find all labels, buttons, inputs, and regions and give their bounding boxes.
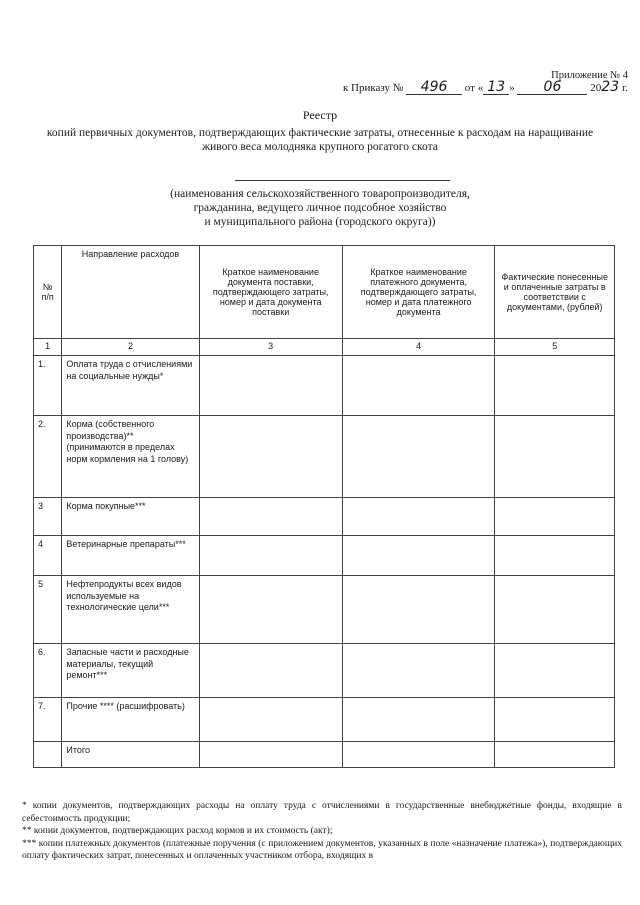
table-row	[34, 498, 615, 536]
order-prefix: к Приказу №	[342, 82, 404, 94]
producer-line-1: (наименования сельскохозяйственного товаропроизводителя,	[170, 188, 470, 200]
document-subtitle: копий первичных документов, подтверждающих фактические затраты, отнесенные к расходам на наращивание живого веса молодняка крупного рогатого скота	[46, 127, 594, 153]
cost-cell	[495, 742, 615, 768]
header-payment-doc: Краткое наименование платежного документа, подтверждающего затраты, номер и дата платежного документа	[342, 246, 495, 339]
order-number: 496	[406, 80, 462, 95]
producer-name-line	[235, 180, 450, 181]
date-close: »	[509, 82, 515, 94]
table-row	[34, 416, 615, 498]
row-number: 6.	[34, 644, 62, 698]
table-header-row	[34, 246, 615, 339]
delivery-doc-cell	[199, 536, 342, 576]
payment-doc-cell	[342, 576, 495, 644]
footnotes	[22, 800, 622, 863]
table-row-total	[34, 742, 615, 768]
row-number: 4	[34, 536, 62, 576]
year-end: г.	[621, 82, 628, 94]
producer-line-2: гражданина, ведущего личное подсобное хозяйство	[193, 202, 447, 214]
header-delivery-doc: Краткое наименование документа поставки, подтверждающего затраты, номер и дата документа поставки	[199, 246, 342, 339]
cost-cell	[495, 644, 615, 698]
appendix-label: Приложение № 4	[551, 70, 628, 81]
document-title: Реестр	[302, 108, 338, 122]
table-row	[34, 576, 615, 644]
table-row	[34, 356, 615, 416]
row-label: Оплата труда с отчислениями на социальные нужды*	[62, 356, 199, 416]
delivery-doc-cell	[199, 498, 342, 536]
column-number: 3	[199, 339, 342, 356]
table-row	[34, 536, 615, 576]
year-prefix: 20	[590, 82, 602, 94]
delivery-doc-cell	[199, 416, 342, 498]
header-direction: Направление расходов	[62, 246, 199, 339]
column-number: 1	[34, 339, 62, 356]
order-year: 23	[601, 79, 620, 95]
payment-doc-cell	[342, 698, 495, 742]
date-from: от «	[464, 82, 484, 94]
row-number	[34, 742, 62, 768]
row-label: Нефтепродукты всех видов используемые на технологические цели***	[62, 576, 199, 644]
row-label: Ветеринарные препараты***	[62, 536, 199, 576]
expense-register-table	[33, 245, 615, 768]
footnote-1: * копии документов, подтверждающих расходы на оплату труда с отчислениями в государственные внебюджетные фонды, входящие в себестоимость продукции;	[22, 801, 622, 824]
row-number: 5	[34, 576, 62, 644]
payment-doc-cell	[342, 536, 495, 576]
row-number: 1.	[34, 356, 62, 416]
payment-doc-cell	[342, 644, 495, 698]
cost-cell	[495, 576, 615, 644]
payment-doc-cell	[342, 742, 495, 768]
row-number: 2.	[34, 416, 62, 498]
delivery-doc-cell	[199, 356, 342, 416]
delivery-doc-cell	[199, 742, 342, 768]
delivery-doc-cell	[199, 576, 342, 644]
table-row	[34, 644, 615, 698]
column-number: 4	[342, 339, 495, 356]
column-number: 5	[495, 339, 615, 356]
order-day: 13	[483, 80, 509, 95]
footnote-2: ** копии документов, подтверждающих расход кормов и их стоимость (акт);	[22, 826, 333, 836]
footnote-3: *** копии платежных документов (платежные поручения (с приложением документов, указанных в поле «назначение платежа»), подтверждающих оплату фактических затрат, понесенных и оплаченных участником отбора, входящих в	[22, 838, 622, 861]
delivery-doc-cell	[199, 698, 342, 742]
cost-cell	[495, 498, 615, 536]
delivery-doc-cell	[199, 644, 342, 698]
row-label: Прочие **** (расшифровать)	[62, 698, 199, 742]
row-label: Запасные части и расходные материалы, текущий ремонт***	[62, 644, 199, 698]
producer-caption	[100, 187, 540, 229]
row-label: Корма (собственного производства)** (принимаются в пределах норм кормления на 1 голову)	[62, 416, 199, 498]
cost-cell	[495, 536, 615, 576]
row-label: Итого	[62, 742, 199, 768]
cost-cell	[495, 356, 615, 416]
row-number: 7.	[34, 698, 62, 742]
cost-cell	[495, 698, 615, 742]
table-row	[34, 698, 615, 742]
row-number: 3	[34, 498, 62, 536]
column-number: 2	[62, 339, 199, 356]
header-number: № п/п	[34, 246, 62, 339]
column-number-row	[34, 339, 615, 356]
order-reference	[343, 80, 628, 95]
payment-doc-cell	[342, 416, 495, 498]
row-label: Корма покупные***	[62, 498, 199, 536]
order-month: 06	[517, 80, 587, 95]
cost-cell	[495, 416, 615, 498]
header-actual-costs: Фактические понесенные и оплаченные затраты в соответствии с документами, (рублей)	[495, 246, 615, 339]
payment-doc-cell	[342, 498, 495, 536]
producer-line-3: и муниципального района (городского округа))	[204, 216, 436, 228]
payment-doc-cell	[342, 356, 495, 416]
